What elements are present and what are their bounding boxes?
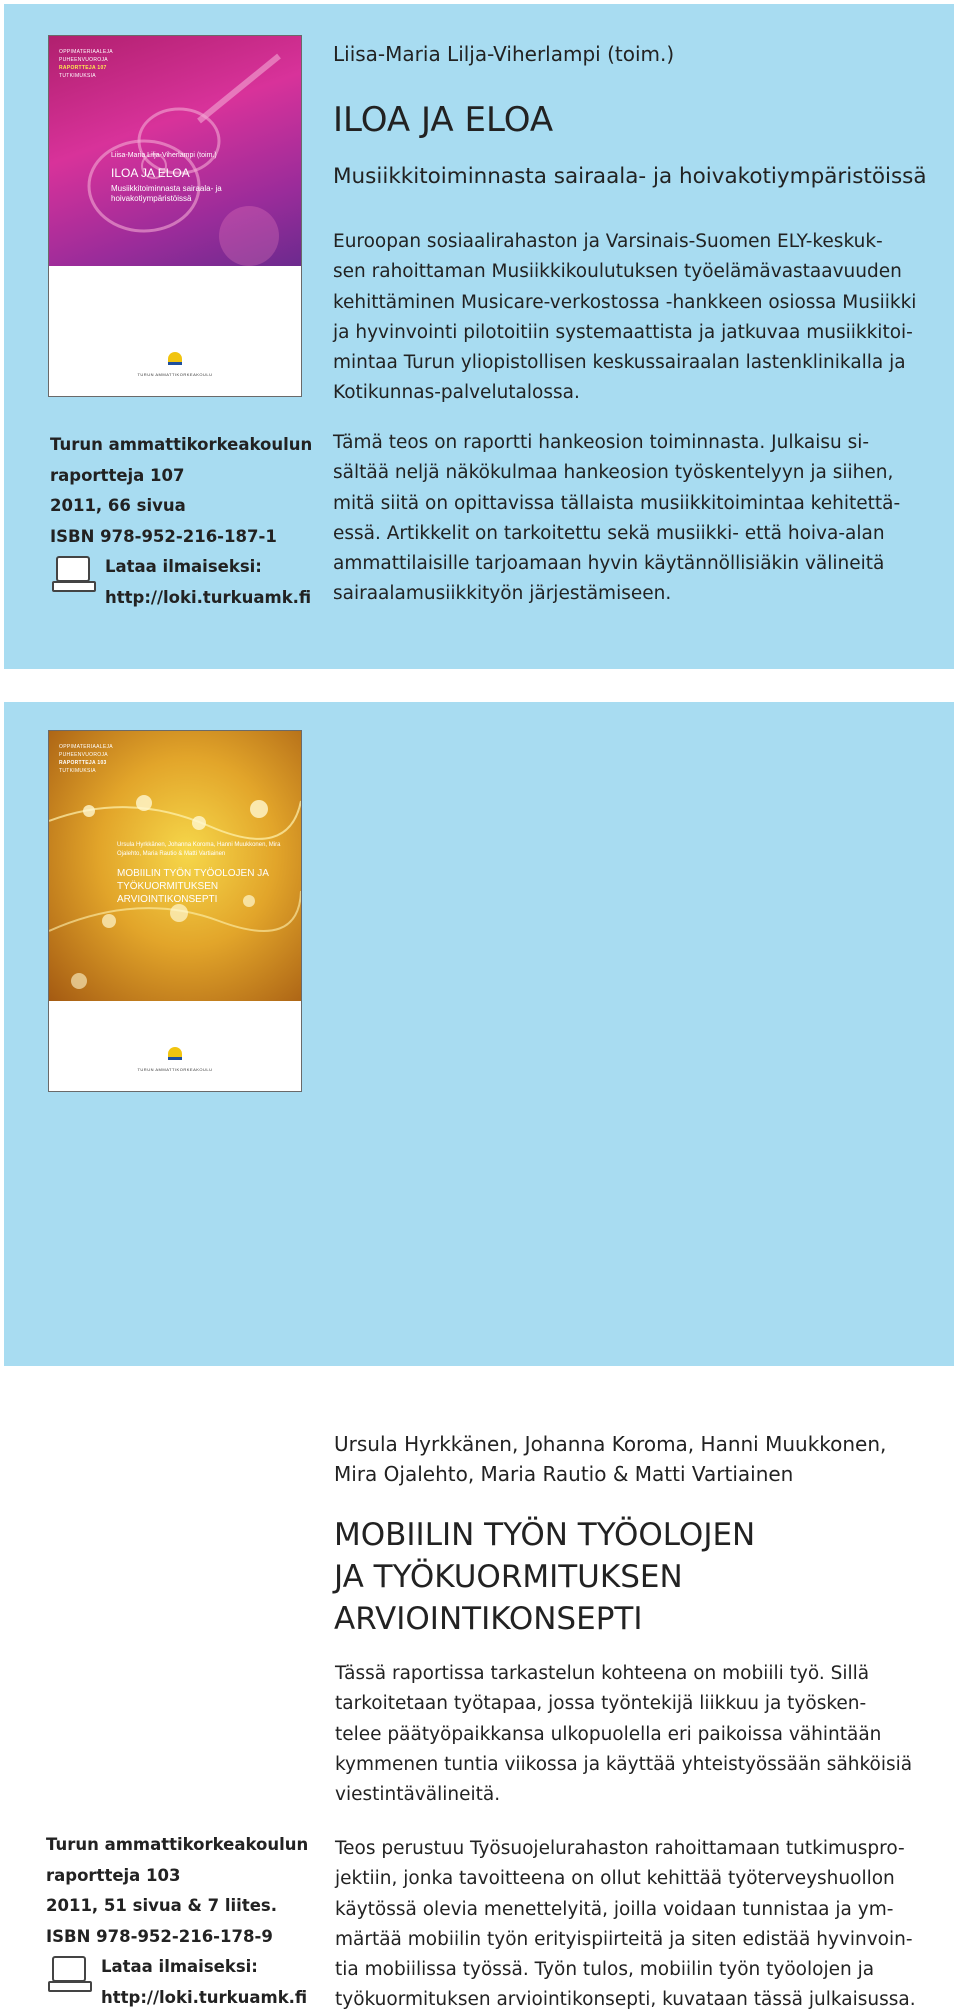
cover-artwork <box>49 36 301 266</box>
book-description-1: Tässä raportissa tarkastelun kohteena on mobiili työ. Sillä tarkoitetaan työtapaa, jossa työntekijä liikkuu ja työsken- telee päätyöpaikkansa ulkopuolella eri paikoissa vähintään kymmenen tuntia viikossa ja käyttää yhteistyössään sähköisiä viestintävälineitä. <box>335 1663 913 1806</box>
isbn: ISBN 978-952-216-178-9 <box>46 1926 273 1946</box>
book-cover-2 <box>48 730 302 1092</box>
book-description-2: Teos perustuu Työsuojelurahaston rahoittamaan tutkimuspro- jektiin, jonka tavoitteena on ollut kehittää työterveyshuollon käytössä olevia menettelyitä, joilla voidaan tunnistaa ja ym- märtää mobiilin työn erityispiirteitä ja siten edistää hyvinvoin- tia mobiilissa työssä. Työn tulos, mobiilin työn työolojen ja työkuormituksen arviointikonsepti, kuvataan tässä julkaisussa. <box>335 1838 916 2011</box>
download-label: Lataa ilmaiseksi: <box>101 1957 258 1976</box>
book-title: ILOA JA ELOA <box>333 100 554 140</box>
book-panel-2 <box>4 702 954 2011</box>
download-label: Lataa ilmaiseksi: <box>105 557 262 576</box>
sun-logo-icon <box>168 352 182 365</box>
publisher: Turun ammattikorkeakoulun <box>46 1835 309 1854</box>
cover-subtitle: Musiikkitoiminnasta sairaala- ja hoivakotiympäristöissä <box>111 184 222 203</box>
cover-series-list: OPPIMATERIAALEJA PUHEENVUOROJA RAPORTTEJA 103 TUTKIMUKSIA <box>59 744 113 774</box>
cover-artwork <box>49 731 301 1001</box>
book-authors: Ursula Hyrkkänen, Johanna Koroma, Hanni Muukkonen, Mira Ojalehto, Maria Rautio & Matti Vartiainen <box>334 1432 887 1486</box>
laptop-icon <box>52 554 94 592</box>
book-description-2: Tämä teos on raportti hankeosion toiminnasta. Julkaisu si- sältää neljä näkökulmaa hankeosion työskentelyyn ja siihen, mitä siitä on opittavissa tällaista musiikkitoimintaa kehitettä- essä. Artikkelit on tarkoitettu sekä musiikki- että hoiva-alan ammattilaisille tarjoamaan hyvin käytännöllisiäkin välineitä sairaalamusiikkityön järjestämiseen. <box>333 432 901 605</box>
cover-title: ILOA JA ELOA <box>111 166 190 180</box>
cover-author: Ursula Hyrkkänen, Johanna Koroma, Hanni Muukkonen, Mira Ojalehto, Maria Rautio & Matti Vartiainen <box>117 842 281 857</box>
laptop-icon <box>48 1954 90 1992</box>
book-panel-1 <box>4 4 954 669</box>
book-title: MOBIILIN TYÖN TYÖOLOJEN JA TYÖKUORMITUKSEN ARVIOINTIKONSEPTI <box>334 1517 756 1637</box>
cover-series-list: OPPIMATERIAALEJA PUHEENVUOROJA RAPORTTEJA 107 TUTKIMUKSIA <box>59 49 113 79</box>
isbn: ISBN 978-952-216-187-1 <box>50 526 277 546</box>
download-link[interactable]: http://loki.turkuamk.fi <box>105 587 312 607</box>
year-pages: 2011, 66 sivua <box>50 496 186 515</box>
book-author: Liisa-Maria Lilja-Viherlampi (toim.) <box>333 42 675 66</box>
cover-author: Liisa-Maria Lilja-Viherlampi (toim.) <box>111 152 217 159</box>
publisher: Turun ammattikorkeakoulun <box>50 435 313 454</box>
sun-logo-icon <box>168 1047 182 1060</box>
cover-title: MOBIILIN TYÖN TYÖOLOJEN JA TYÖKUORMITUKSEN ARVIOINTIKONSEPTI <box>117 868 269 905</box>
book-description-1: Euroopan sosiaalirahaston ja Varsinais-Suomen ELY-keskuk- sen rahoittaman Musiikkikoulutuksen työelämävastaavuuden kehittäminen Musicare-verkostossa -hankkeen osiossa Musiikki ja hyvinvointi pilotoitiin systemaattista ja jatkuvaa musiikkitoi- mintaa Turun yliopistollisen keskussairaalan lastenklinikalla ja Kotikunnas-palvelutalossa. <box>333 231 917 404</box>
book-cover-1 <box>48 35 302 397</box>
cover-logo: TURUN AMMATTIKORKEAKOULU <box>49 1047 301 1072</box>
year-pages: 2011, 51 sivua & 7 liites. <box>46 1896 277 1915</box>
series: raportteja 107 <box>50 465 185 485</box>
download-link[interactable]: http://loki.turkuamk.fi <box>101 1987 308 2007</box>
cover-logo: TURUN AMMATTIKORKEAKOULU <box>49 352 301 377</box>
book-subtitle: Musiikkitoiminnasta sairaala- ja hoivakotiympäristöissä <box>333 164 927 189</box>
series: raportteja 103 <box>46 1865 181 1885</box>
